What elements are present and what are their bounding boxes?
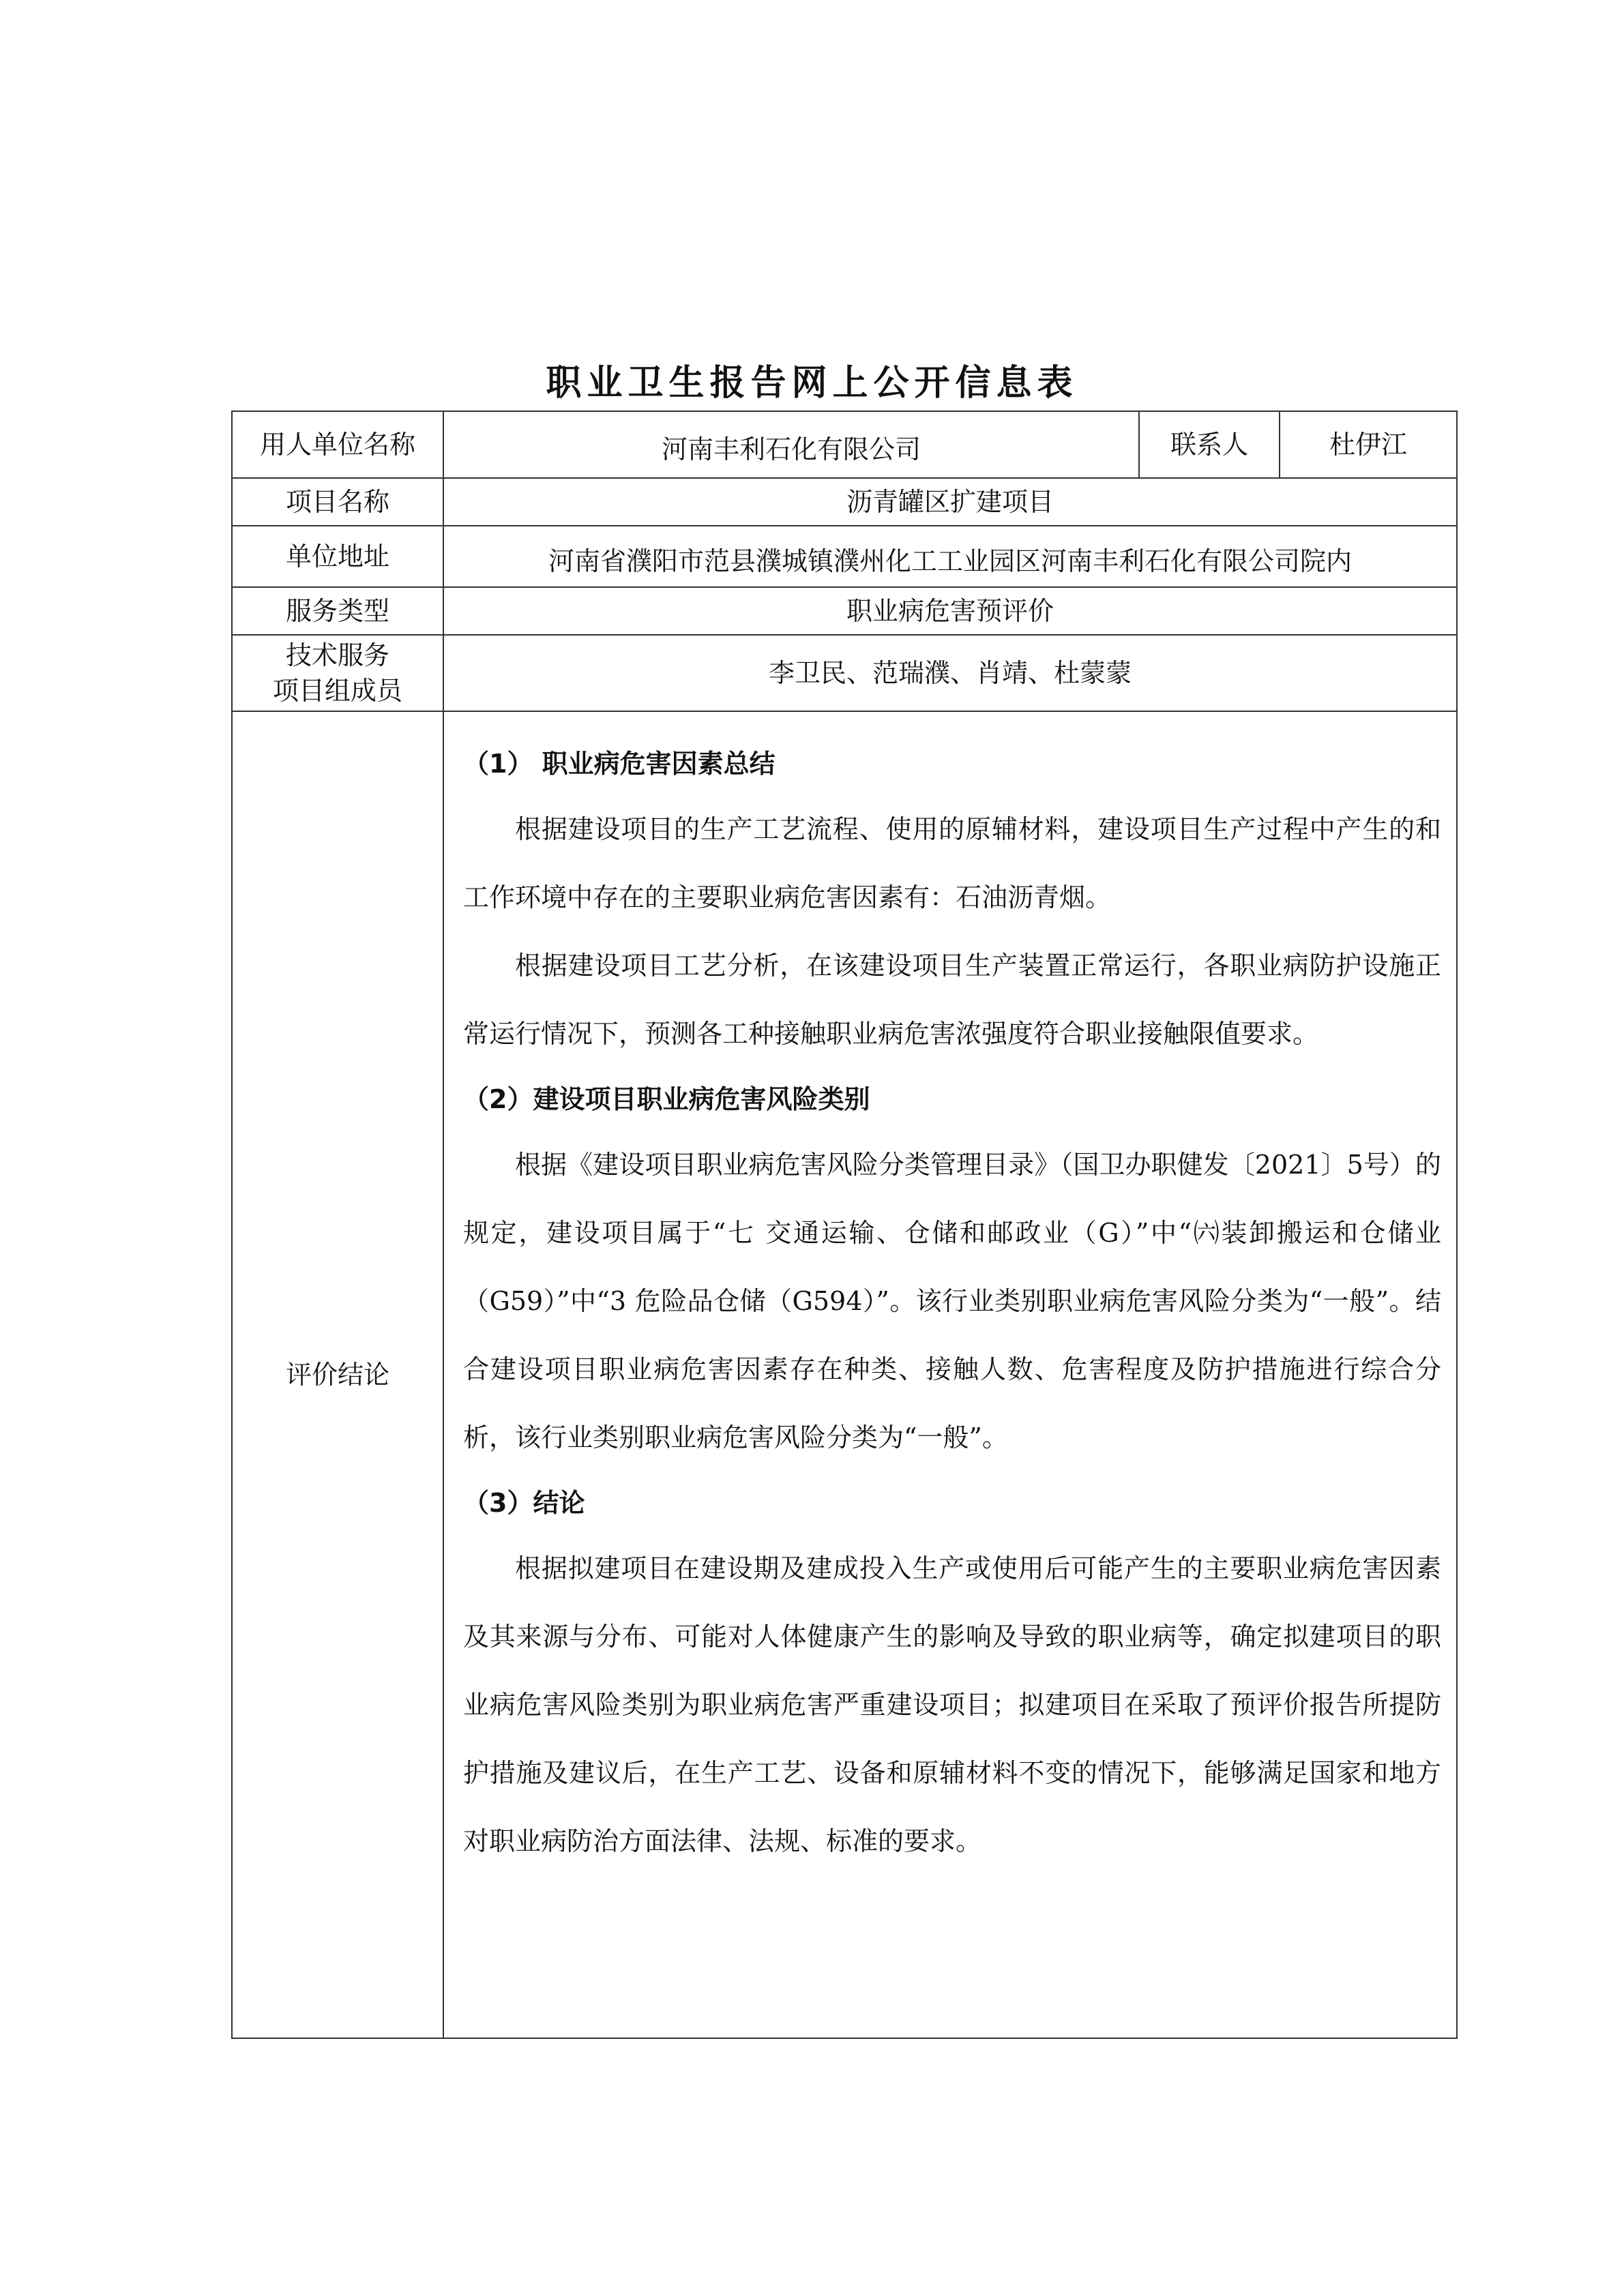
contact-label: 联系人 (1139, 411, 1280, 478)
section1-heading: （1） 职业病危害因素总结 (463, 749, 776, 779)
page-title: 职业卫生报告网上公开信息表 (546, 363, 1078, 404)
service-label: 服务类型 (232, 587, 443, 635)
address-label: 单位地址 (232, 526, 443, 587)
project-value: 沥青罐区扩建项目 (443, 478, 1457, 526)
contact-value: 杜伊江 (1280, 411, 1457, 478)
section2-heading: （2）建设项目职业病危害风险类别 (463, 1084, 870, 1114)
table-row-service (232, 587, 1457, 635)
team-label-line1: 技术服务 (285, 640, 389, 670)
team-label (232, 635, 443, 711)
table-row-employer (232, 411, 1457, 478)
address-value: 河南省濮阳市范县濮城镇濮州化工工业园区河南丰利石化有限公司院内 (443, 526, 1457, 587)
table-row-project (232, 478, 1457, 526)
team-value: 李卫民、范瑞濮、肖靖、杜蒙蒙 (443, 635, 1457, 711)
conclusion-content (443, 711, 1457, 2038)
employer-value: 河南丰利石化有限公司 (443, 411, 1139, 478)
section3-paragraph-1: 根据拟建项目在建设期及建成投入生产或使用后可能产生的主要职业病危害因素及其来源与分布、可能对人体健康产生的影响及导致的职业病等，确定拟建项目的职业病危害风险类别为职业病危害严重建设项目；拟建项目在采取了预评价报告所提防护措施及建议后，在生产工艺、设备和原辅材料不变的情况下，能够满足国家和地方对职业病防治方面法律、法规、标准的要求。 (463, 1553, 1441, 1856)
section2-paragraph-1: 根据《建设项目职业病危害风险分类管理目录》（国卫办职健发〔2021〕5号）的规定，建设项目属于“七 交通运输、仓储和邮政业（G）”中“㈥装卸搬运和仓储业（G59）”中“3 危险品仓储（G594）”。该行业类别职业病危害风险分类为“一般”。结合建设项目职业病危害因素存在种类、接触人数、危害程度及防护措施进行综合分析，该行业类别职业病危害风险分类为“一般”。 (463, 1150, 1441, 1452)
conclusion-label: 评价结论 (232, 711, 443, 2038)
service-value: 职业病危害预评价 (443, 587, 1457, 635)
section1-paragraph-1: 根据建设项目的生产工艺流程、使用的原辅材料，建设项目生产过程中产生的和工作环境中存在的主要职业病危害因素有：石油沥青烟。 (463, 814, 1441, 912)
team-label-line2: 项目组成员 (272, 676, 402, 706)
project-label: 项目名称 (232, 478, 443, 526)
section1-paragraph-2: 根据建设项目工艺分析，在该建设项目生产装置正常运行，各职业病防护设施正常运行情况下，预测各工种接触职业病危害浓强度符合职业接触限值要求。 (463, 951, 1441, 1049)
section3-heading: （3）结论 (463, 1488, 585, 1518)
table-row-team (232, 635, 1457, 711)
info-table (231, 411, 1458, 2039)
table-row-address (232, 526, 1457, 587)
employer-label: 用人单位名称 (232, 411, 443, 478)
table-row-conclusion (232, 711, 1457, 2038)
